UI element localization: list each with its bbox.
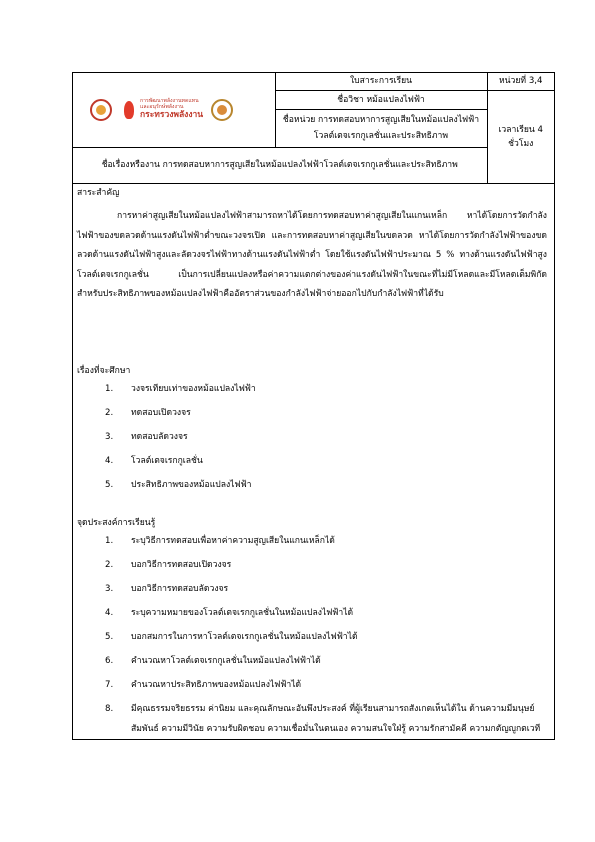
- topic-title: ชื่อเรื่องหรืองาน การทดสอบหาการสูญเสียในหม้อแปลงไฟฟ้าโวลต์เตจเรกกูเลชั่นและประสิทธิภาพ: [73, 147, 487, 183]
- worksheet-frame: การพัฒนาพลังงานทดแทน และอนุรักษ์พลังงาน กระทรวงพลังงาน ใบสาระการเรียน หน่วยที่ 3,4 ชื่อวิชา หม้อแปลงไฟฟ้า เวลาเรียน 4 ชั่วโมง ชื่อหน่วย การทดสอบหาการสูญเสียในหม้อแปลงไฟฟ้าโวลต์เตจเรกกูเลชั่นและประสิทธิภาพ ชื่อเรื่องหรืองาน การทดสอบหาการสูญเสียในหม้อแปลงไฟฟ้าโวลต์เตจเรกกูเลชั่นและประสิทธิภาพ สาระสำคัญ การหาค่าสูญเสียในหม้อแปลงไฟฟ้าสามารถหาได้โดยการทดสอบหาค่าสูญเสียในแกนเหล็ก หาได้โดยการวัดกำลังไฟฟ้าของขดลวดด้านแรงดันไฟฟ้าต่ำขณะวงจรเปิด และการทดสอบหาค่าสูญเสียในขดลวด หาได้โดยการวัดกำลังไฟฟ้าของขดลวดด้านแรงดันไฟฟ้าสูงและลัดวงจรไฟฟ้าทางด้านแรงดันไฟฟ้าต่ำ โดยใช้แรงดันไฟฟ้าประมาณ 5 % ทางด้านแรงดันไฟฟ้าสูงโวลต์เตจเรกกูเลชั่น เป็นการเปลี่ยนแปลงหรือค่าความแตกต่างของค่าแรงดันไฟฟ้าในขณะที่ไม่มีโหลดและมีโหลดเต็มพิกัด สำหรับประสิทธิภาพของหม้อแปลงไฟฟ้าคืออัตราส่วนของกำลังไฟฟ้าจ่ายออกไปกับกำลังไฟฟ้าที่ได้รับ เรื่องที่จะศึกษา 1. วงจรเทียบเท่าของหม้อแปลงไฟฟ้า 2. ทดสอบเปิดวงจร 3. ทดสอบลัดวงจร 4. โวลต์เตจเรกกูเลชั่น 5. ประสิทธิภาพของหม้อแปลงไฟฟ้า จุดประสงค์การเรียนรู้ 1. ระบุวิธีการทดสอบเพื่อหาค่าความสูญเสียในแกนเหล็กได้ 2. บอกวิธีการทดสอบเปิดวงจร 3. บอกวิธีการทดสอบลัดวงจร 4. ระบุความหมายของโวลต์เตจเรกกูเลชั่นในหม้อแปลงไฟฟ้าได้ 5. บอกสมการในการหาโวลต์เตจเรกกูเลชั่นในหม้อแปลงไฟฟ้าได้ 6. คำนวณหาโวลต์เตจเรกกูเลชั่นในหม้อแปลงไฟฟ้าได้ 7. คำนวณหาประสิทธิภาพของหม้อแปลงไฟฟ้าได้ 8. มีคุณธรรมจริยธรรม ค่านิยม และคุณลักษณะอันพึงประสงค์ ที่ผู้เรียนสามารถสังเกตเห็นได้ใน ด้านความมีมนุษย์ สัมพันธ์ ความมีวินัย ความรับผิดชอบ ความเชื่อมั่นในตนเอง ความสนใจใฝ่รู้ ความรักสามัคคี ความกตัญญูกตเวที: [72, 72, 555, 740]
- subject-name: ชื่อวิชา หม้อแปลงไฟฟ้า: [275, 90, 487, 109]
- org-block: [140, 98, 203, 121]
- energy-flame-logo-icon: [122, 99, 136, 121]
- org-name: กระทรวงพลังงาน: [140, 110, 204, 121]
- department-seal-icon: [211, 99, 233, 121]
- unit-name: ชื่อหน่วย การทดสอบหาการสูญเสียในหม้อแปลงไฟฟ้าโวลต์เตจเรกกูเลชั่นและประสิทธิภาพ: [275, 109, 487, 147]
- unit-number: หน่วยที่ 3,4: [487, 73, 554, 90]
- org-line-1: การพัฒนาพลังงานทดแทน: [140, 98, 199, 105]
- topics-heading: เรื่องที่จะศึกษา: [77, 366, 131, 376]
- org-line-2: และอนุรักษ์พลังงาน: [140, 104, 184, 111]
- header-table: [73, 73, 554, 184]
- essence-paragraph: การหาค่าสูญเสียในหม้อแปลงไฟฟ้าสามารถหาได้โดยการทดสอบหาค่าสูญเสียในแกนเหล็ก หาได้โดยการวัดกำลังไฟฟ้าของขดลวดด้านแรงดันไฟฟ้าต่ำขณะวงจรเปิด และการทดสอบหาค่าสูญเสียในขดลวด หาได้โดยการวัดกำลังไฟฟ้าของขดลวดด้านแรงดันไฟฟ้าสูงและลัดวงจรไฟฟ้าทางด้านแรงดันไฟฟ้าต่ำ โดยใช้แรงดันไฟฟ้าประมาณ 5 % ทางด้านแรงดันไฟฟ้าสูงโวลต์เตจเรกกูเลชั่น เป็นการเปลี่ยนแปลงหรือค่าความแตกต่างของค่าแรงดันไฟฟ้าในขณะที่ไม่มีโหลดและมีโหลดเต็มพิกัด สำหรับประสิทธิภาพของหม้อแปลงไฟฟ้าคืออัตราส่วนของกำลังไฟฟ้าจ่ายออกไปกับกำลังไฟฟ้าที่ได้รับ: [77, 211, 547, 299]
- objective-item: 8. มีคุณธรรมจริยธรรม ค่านิยม และคุณลักษณะอันพึงประสงค์ ที่ผู้เรียนสามารถสังเกตเห็นได้ใน ด้านความมีมนุษย์ สัมพันธ์ ความมีวินัย ความรับผิดชอบ ความเชื่อมั่นในตนเอง ความสนใจใฝ่รู้ ความรักสามัคคี ความกตัญญูกตเวที: [105, 704, 541, 734]
- logo-cell: [73, 73, 275, 147]
- study-time: เวลาเรียน 4 ชั่วโมง: [487, 90, 554, 183]
- ministry-seal-icon: [90, 99, 112, 121]
- objectives-heading: จุดประสงค์การเรียนรู้: [77, 518, 156, 528]
- essence-heading: สาระสำคัญ: [77, 188, 120, 198]
- doc-type: ใบสาระการเรียน: [275, 73, 487, 90]
